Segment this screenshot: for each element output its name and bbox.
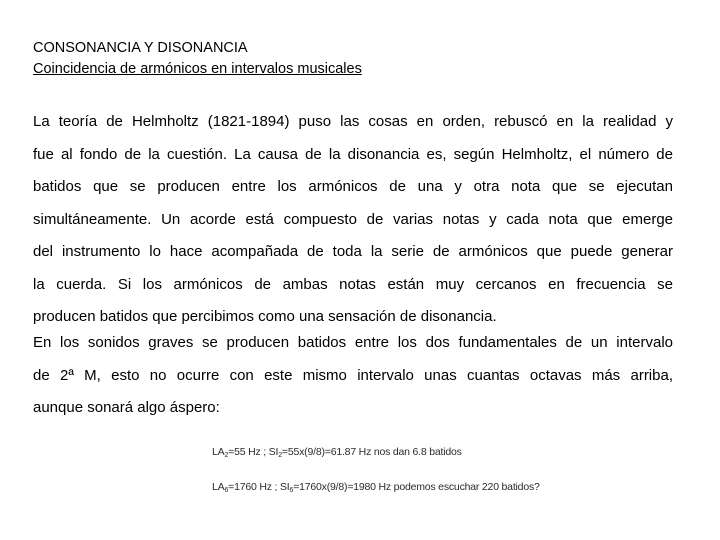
formula-la2-si2	[212, 446, 462, 459]
paragraph-line: La teoría de Helmholtz (1821-1894) puso las cosas en orden, rebuscó en la realidad y	[33, 113, 673, 130]
document-subtitle: Coincidencia de armónicos en intervalos musicales	[33, 61, 362, 77]
formula-text: =55x(9/8)=61.87 Hz nos dan 6.8 batidos	[281, 446, 462, 458]
paragraph-line: simultáneamente. Un acorde está compuesto de varias notas y cada nota que emerge	[33, 210, 673, 228]
formula-subscript: 6	[224, 487, 229, 494]
formula-text: =1760x(9/8)=1980 Hz podemos escuchar 220 batidos?	[293, 481, 540, 493]
formula-la6-si6	[212, 481, 540, 494]
paragraph-line: la cuerda. Si los armónicos de ambas notas están muy cercanos en frecuencia se	[33, 275, 673, 293]
formula-subscript: 6	[289, 487, 294, 494]
paragraph-line: batidos que se producen entre los armónicos de una y otra nota que se ejecutan	[33, 178, 673, 195]
paragraph-line: aunque sonará algo áspero:	[33, 399, 220, 416]
document-title: CONSONANCIA Y DISONANCIA	[33, 40, 248, 56]
formula-text: =1760 Hz ; SI	[228, 481, 290, 493]
formula-text: =55 Hz ; SI	[228, 446, 279, 458]
formula-subscript: 2	[224, 452, 229, 459]
paragraph-line: de 2ª M, esto no ocurre con este mismo intervalo unas cuantas octavas más arriba,	[33, 366, 673, 384]
formula-note: LA	[212, 446, 225, 458]
formula-note: LA	[212, 481, 225, 493]
paragraph-line: fue al fondo de la cuestión. La causa de la disonancia es, según Helmholtz, el número de	[33, 145, 673, 163]
paragraph-line: producen batidos que percibimos como una sensación de disonancia.	[33, 308, 497, 325]
body-text	[33, 108, 673, 427]
formula-subscript: 2	[278, 452, 282, 459]
paragraph-line: En los sonidos graves se producen batidos entre los dos fundamentales de un intervalo	[33, 334, 673, 351]
paragraph-line: del instrumento lo hace acompañada de toda la serie de armónicos que puede generar	[33, 243, 673, 260]
